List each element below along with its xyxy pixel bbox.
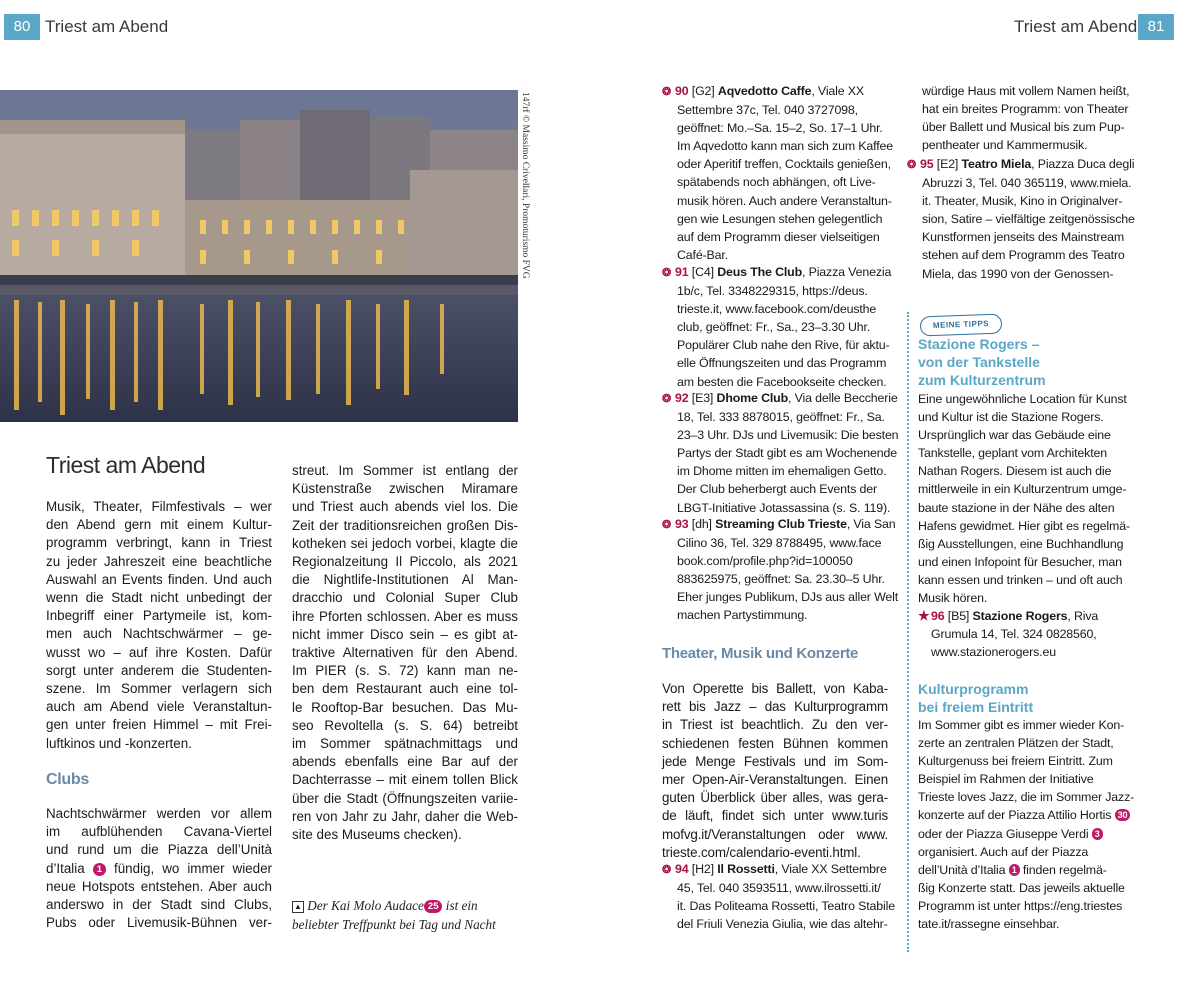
meine-tipps-logo: MEINE TIPPS xyxy=(920,314,1003,337)
text-line: oder Aperitif treffen, Cocktails genießen, xyxy=(677,157,891,172)
text-line: geöffnet: Mo.–Sa. 15–2, So. 17–1 Uhr. xyxy=(677,121,883,136)
tip-heading-kulturprogramm xyxy=(918,680,1033,716)
caption-arrow-icon: ▲ xyxy=(292,901,304,913)
map-grid-ref: [E3] xyxy=(691,391,714,405)
listing-entry-95 xyxy=(907,155,1167,283)
text-line: Ursprünglich war das Gebäude eine xyxy=(918,428,1111,443)
text-line: Der Club beherbergt auch Events der xyxy=(677,482,878,497)
text-line: men auch Nachtschwärmer – ge- xyxy=(46,626,272,642)
running-title-left: Triest am Abend xyxy=(45,17,169,36)
text-line: LBGT-Initiative Jotassassina (s. S. 119). xyxy=(677,500,891,515)
running-title-right: Triest am Abend xyxy=(1014,17,1138,36)
text-line: nicht immer Disco sein – es gibt at- xyxy=(292,626,518,642)
text-line: würdige Haus mit vollem Namen heißt, xyxy=(922,84,1130,98)
text-line: kotheken sei jedoch vorbei, klagte die xyxy=(292,535,518,551)
text-line: Im PIER (s. S. 72) kann man ne- xyxy=(292,663,518,679)
text-line xyxy=(918,825,1168,843)
text-line: sorgt unter anderem die Studenten- xyxy=(46,662,272,678)
text-line: guten Überblick über alles, was gera- xyxy=(662,790,888,806)
text-line: , Viale XX xyxy=(811,84,865,98)
text-line: Hafens gewidmet. Hier gibt es regelmä- xyxy=(918,518,1130,533)
text-line: wenn die Stadt nicht unbedingt der xyxy=(46,590,272,606)
text-line: luftkinos und -konzerten. xyxy=(46,735,192,751)
page-number-left: 80 xyxy=(4,14,40,40)
map-grid-ref: [B5] xyxy=(947,609,970,623)
text-line: bei freiem Eintritt xyxy=(918,699,1034,715)
venue-name: Aqvedotto Caffe xyxy=(717,84,812,98)
text-line: Trieste loves Jazz, die im Sommer Jazz- xyxy=(918,790,1135,805)
text-line: zu jeder Jahreszeit eine beachtliche xyxy=(46,553,272,569)
text-line: ßig Konzerte statt. Das jeweils aktuelle xyxy=(918,880,1125,895)
venue-name: Stazione Rogers xyxy=(972,609,1068,623)
text-line: , Piazza Duca degli xyxy=(1031,157,1135,171)
text-line: auch am Abend viele Veranstaltun- xyxy=(46,699,272,715)
listing-entry-91 xyxy=(662,263,902,391)
text-line: Populärer Club nahe den Rive, für aktu- xyxy=(677,338,890,353)
text-line: Café-Bar. xyxy=(677,247,728,262)
text-line: Musik, Theater, Filmfestivals – wer xyxy=(46,499,272,514)
text-line: Pubs oder Livemusik-Bühnen ver- xyxy=(46,915,272,931)
text-line: abends ebenfalls eine Bar auf der xyxy=(292,754,518,770)
text-line: Settembre 37c, Tel. 040 3727098, xyxy=(677,103,858,118)
listing-entry-96 xyxy=(918,607,1168,661)
text-line: musik hören. Auch andere Veranstaltun- xyxy=(677,193,892,208)
text-line: gen unter freien Himmel – mit Frei- xyxy=(46,717,272,733)
text-line: 883625975, geöffnet: Sa. 23.30–5 Uhr. xyxy=(677,572,885,587)
star-icon: ★ xyxy=(918,608,930,623)
text-line: programm verbringt, kann in Triest xyxy=(46,535,272,551)
pin-icon: ❂ xyxy=(662,86,672,98)
text-line: , Riva xyxy=(1067,609,1099,623)
text-line: 18, Tel. 333 8878015, geöffnet: Fr., Sa. xyxy=(677,410,885,425)
listing-entry-93 xyxy=(662,515,902,625)
text-line: Inbegriff einer Partymeile ist, kom- xyxy=(46,608,272,624)
text-line: Grumula 14, Tel. 324 0828560, xyxy=(931,627,1097,642)
text-line: seo Revoltella (s. S. 64) betreibt xyxy=(292,717,518,733)
clubs-heading: Clubs xyxy=(46,771,89,788)
listing-entry-92 xyxy=(662,389,902,517)
text-line: Von Operette bis Ballett, von Kaba- xyxy=(662,681,888,696)
text-line: de läuft, findet sich unter www.turis xyxy=(662,808,888,824)
text-line: finden regelmä- xyxy=(1022,862,1107,877)
text-line: Zeit der traditionsreichen großen Dis- xyxy=(292,517,518,533)
text-line: und Kultur ist die Stazione Rogers. xyxy=(918,410,1104,425)
text-line: dracchio und Colonial Super Club xyxy=(292,590,518,606)
text-line: 1b/c, Tel. 3348229315, https://deus. xyxy=(677,284,868,299)
text-line: die Nightlife-Institutionen Al Man- xyxy=(292,572,518,588)
text-line: im Sommer spätnachmittags und xyxy=(292,736,518,752)
venue-name: Teatro Miela xyxy=(961,157,1032,171)
text-line: organisiert. Auch auf der Piazza xyxy=(918,844,1089,859)
text-line: d’Italia 1 fündig, wo immer wieder xyxy=(46,860,272,876)
photo-credit: 147rf © Massimo Crivellari, Promoturismo FVG xyxy=(520,92,530,279)
text-line: jede Menge Festivals und im Som- xyxy=(662,753,888,769)
listing-number: 93 xyxy=(675,517,689,531)
pin-icon: ❂ xyxy=(662,267,672,279)
text-line: machen Partystimmung. xyxy=(677,608,808,623)
pin-icon: ❂ xyxy=(907,159,917,171)
text-line: Nathan Rogers. Diesem ist auch die xyxy=(918,464,1112,479)
text-line: streut. Im Sommer ist entlang der xyxy=(292,463,518,478)
listing-first-line xyxy=(918,607,1168,625)
text-line: Musik hören. xyxy=(918,591,988,606)
text-line: über Ballett und Musical bis zum Pup- xyxy=(922,120,1125,135)
main-heading: Triest am Abend xyxy=(46,452,206,478)
listing-entry-90 xyxy=(662,82,902,264)
tip-paragraph xyxy=(918,390,1168,607)
text-line: am besten die Facebookseite checken. xyxy=(677,374,887,389)
text-line: pentheater und Kammermusik. xyxy=(922,138,1088,153)
listing-first-line xyxy=(662,860,902,879)
listing-number: 92 xyxy=(675,391,689,405)
tip-heading-stazione-rogers xyxy=(918,335,1046,389)
text-line: le Rooftop-Bar besuchen. Das Mu- xyxy=(292,699,518,715)
trieste-evening-photo xyxy=(0,90,518,422)
text-line: , Via delle Beccherie xyxy=(788,391,898,405)
text-line: Im Aqvedotto kann man sich zum Kaffee xyxy=(677,139,893,154)
listing-first-line xyxy=(907,155,1167,174)
text-line: Cilino 36, Tel. 329 8788495, www.face xyxy=(677,536,882,551)
text-line: anderswo in der Stadt sind Clubs, xyxy=(46,897,272,913)
map-grid-ref: [C4] xyxy=(691,265,714,279)
listing-first-line xyxy=(662,515,902,534)
text-line: trieste.com/calendario-eventi.html. xyxy=(662,844,861,860)
text-line xyxy=(918,861,1168,879)
text-line: rett bis Jazz – das Kulturprogramm xyxy=(662,699,888,715)
text-line: mittlerweile in ein Kulturzentrum umge- xyxy=(918,482,1127,497)
text-line: trieste.it, www.facebook.com/deusthe xyxy=(677,302,877,317)
text-line: mofvg.it/Veranstaltungen oder www. xyxy=(662,826,888,842)
text-line: ihre Pforten schlossen. Aber es muss xyxy=(292,608,518,624)
text-line: ßig Ausstellungen, eine Buchhandlung xyxy=(918,536,1124,551)
pin-icon: ❂ xyxy=(662,393,672,405)
tip-paragraph xyxy=(918,716,1168,933)
text-line: , Piazza Venezia xyxy=(802,265,892,279)
map-grid-ref: [dh] xyxy=(691,517,712,531)
text-line: Regionalzeitung Il Piccolo, als 2021 xyxy=(292,554,518,570)
map-marker-badge: 1 xyxy=(93,863,106,876)
listing-number: 95 xyxy=(920,157,934,171)
text-line: ren von Jahr zu Jahr, daher die Web- xyxy=(292,808,518,824)
text-line: über die Stadt (Öffnungszeiten variie- xyxy=(292,790,518,806)
text-line: club, geöffnet: Fr., Sa., 23–3.30 Uhr. xyxy=(677,320,871,335)
pin-icon: ❂ xyxy=(662,519,672,531)
text-line: www.stazionerogers.eu xyxy=(931,645,1056,660)
text-line: mer Open-Air-Veranstaltungen. Einen xyxy=(662,772,888,788)
text-line: Beispiel im Rahmen der Initiative xyxy=(918,772,1094,787)
text-line: baute stazione in der Nähe des alten xyxy=(918,500,1115,515)
text-line: auf dem Programm dieser vielseitigen xyxy=(677,229,880,244)
photo-caption: ▲ Der Kai Molo Audace 25 ist ein beliebter Treffpunkt bei Tag und Nacht xyxy=(292,898,496,932)
text-line: 23–3 Uhr. DJs und Livemusik: Die besten xyxy=(677,428,899,443)
text-line: wusst wo – auf ihre Kosten. Dafür xyxy=(46,644,272,660)
listing-number: 96 xyxy=(931,609,945,623)
text-line: site des Museums checken). xyxy=(292,827,462,843)
text-line: Stazione Rogers – xyxy=(918,336,1040,352)
text-line: dell’Unità d’Italia xyxy=(918,862,1006,877)
text-line: Dachterrasse – mit einem tollen Blick xyxy=(292,772,518,788)
text-line: , Viale XX Settembre xyxy=(774,862,887,876)
text-line: hat ein breites Programm: von Theater xyxy=(922,102,1129,117)
text-line: Küstenstraße zwischen Miramare xyxy=(292,481,518,497)
text-line: im Dhome mitten im ehemaligen Getto. xyxy=(677,464,887,479)
map-grid-ref: [G2] xyxy=(691,84,715,98)
text-line: Kulturprogramm xyxy=(918,681,1029,697)
listing-number: 94 xyxy=(675,862,689,876)
text-line: zerte an zentralen Plätzen der Stadt, xyxy=(918,736,1114,751)
text-line: und rund um die Piazza dell’Unità xyxy=(46,842,272,858)
text-line: Abruzzi 3, Tel. 040 365119, www.miela. xyxy=(922,176,1132,191)
theater-heading: Theater, Musik und Konzerte xyxy=(662,645,859,662)
text-line: ben dem Restaurant auch eine tol- xyxy=(292,681,518,697)
text-line: im aufblühenden Cavana-Viertel xyxy=(46,824,272,840)
text-line: tate.it/rassegne einsehbar. xyxy=(918,917,1060,932)
text-line: Eher junges Publikum, DJs aus aller Welt xyxy=(677,590,899,605)
text-line: traktive Alternativen für den Abend. xyxy=(292,645,518,661)
text-line: und Triest auch abends viel los. Die xyxy=(292,499,518,515)
continued-text xyxy=(922,82,1129,154)
text-line: zum Kulturzentrum xyxy=(918,372,1046,388)
text-line: Tankstelle, geplant vom Architekten xyxy=(918,446,1107,461)
venue-name: Deus The Club xyxy=(717,265,802,279)
text-line: Miela, das 1990 von der Genossen- xyxy=(922,266,1114,281)
venue-name: Streaming Club Trieste xyxy=(715,517,847,531)
text-line: und einen Infopoint für Besucher, man xyxy=(918,554,1122,569)
map-marker-badge: 1 xyxy=(1009,864,1020,876)
text-line: it. Das Politeama Rossetti, Teatro Stabile xyxy=(677,899,895,914)
text-line: it. Theater, Musik, Kino in Originalver- xyxy=(922,194,1123,209)
text-line: Kunstformen jenseits des Mainstream xyxy=(922,230,1125,245)
text-line: 45, Tel. 040 3593511, www.ilrossetti.it/ xyxy=(677,881,881,896)
text-line: Eine ungewöhnliche Location für Kunst xyxy=(918,392,1127,406)
map-marker-badge: 25 xyxy=(424,900,443,913)
map-marker-badge: 3 xyxy=(1092,828,1103,840)
listing-first-line xyxy=(662,263,902,282)
text-line: konzerte auf der Piazza Attilio Hortis xyxy=(918,808,1112,823)
col2-paragraph xyxy=(292,462,518,844)
text-line: neue Hotspots entstehen. Aber auch xyxy=(46,878,272,894)
listing-entry-94 xyxy=(662,860,902,933)
text-line: sion, Satire – vielfältige zeitgenössische xyxy=(922,212,1135,227)
text-line xyxy=(918,806,1168,824)
map-grid-ref: [E2] xyxy=(936,157,959,171)
intro-paragraph xyxy=(46,498,272,753)
text-line: book.com/profile.php?id=100050 xyxy=(677,554,853,569)
page-number-right: 81 xyxy=(1138,14,1174,40)
venue-name: Il Rossetti xyxy=(717,862,775,876)
listing-number: 90 xyxy=(675,84,689,98)
text-line: Partys der Stadt gibt es am Wochenende xyxy=(677,446,897,461)
text-line: del Friuli Venezia Giulia, wie das altehr- xyxy=(677,917,888,932)
theater-paragraph xyxy=(662,680,888,862)
text-line: Programm ist unter https://eng.triestes xyxy=(918,898,1123,913)
text-line: oder der Piazza Giuseppe Verdi xyxy=(918,826,1089,841)
photo-illustration xyxy=(0,90,518,422)
listing-first-line xyxy=(662,82,902,101)
pin-icon: ❂ xyxy=(662,864,672,876)
text-line: von der Tankstelle xyxy=(918,354,1040,370)
text-line: Im Sommer gibt es immer wieder Kon- xyxy=(918,718,1125,732)
text-line: schiedenen festen Bühnen kommen xyxy=(662,735,888,751)
listing-number: 91 xyxy=(675,265,689,279)
text-line: Auswahl an Events finden. Und auch xyxy=(46,571,272,587)
text-line: gen wie Lesungen stehen gelegentlich xyxy=(677,211,883,226)
venue-name: Dhome Club xyxy=(716,391,788,405)
text-line: elle Öffnungszeiten und das Programm xyxy=(677,356,887,371)
listing-first-line xyxy=(662,389,902,408)
text-line: spätabends noch abhängen, oft Live- xyxy=(677,175,876,190)
text-line: stehen auf dem Programm des Teatro xyxy=(922,248,1125,263)
text-line: , Via San xyxy=(846,517,896,531)
text-line: in Triest ist beachtlich. Zu den ver- xyxy=(662,717,888,733)
text-line: kann essen und trinken – und oft auch xyxy=(918,572,1123,587)
text-line: szene. Im Sommer verlagern sich xyxy=(46,681,272,697)
clubs-paragraph xyxy=(46,805,272,932)
map-grid-ref: [H2] xyxy=(691,862,714,876)
text-line: Kulturgenuss bei freiem Eintritt. Zum xyxy=(918,754,1113,769)
text-line: Nachtschwärmer werden vor allem xyxy=(46,806,272,821)
text-line: den Abend gern mit einem Kultur- xyxy=(46,517,272,533)
map-marker-badge: 30 xyxy=(1115,809,1131,821)
